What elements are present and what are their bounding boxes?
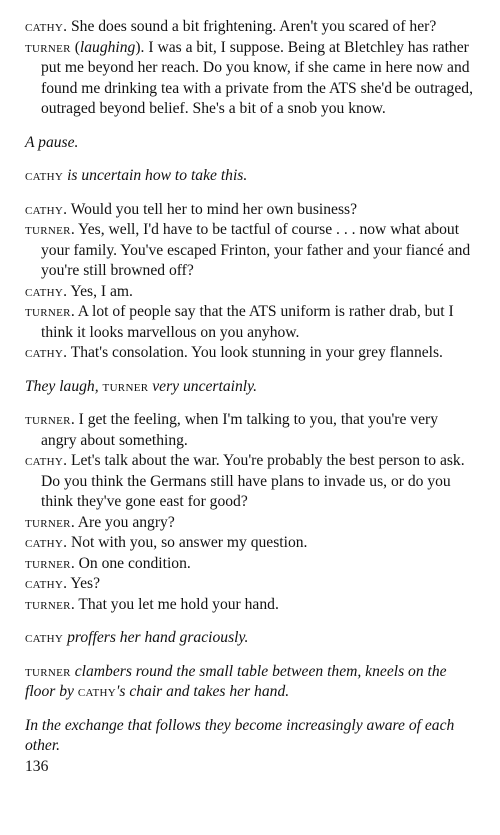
dialogue-line: cathy. Would you tell her to mind her own business?	[25, 200, 358, 218]
dialogue-text: Not with you, so answer my question.	[70, 534, 308, 551]
direction-text: clambers round the small table between them, kneels on the floor by	[25, 662, 447, 700]
speaker-name: cathy	[25, 575, 64, 592]
dialogue-line: cathy. Yes, I am.	[25, 282, 133, 300]
dialogue-text: I was a bit, I suppose. Being at Bletchley has rather put me beyond her reach. Do you know, if she came in here now and found me drinking tea with a private from the ATS she'd be outraged, outraged beyond belief. She's a bit of a snob you know.	[41, 38, 473, 117]
dialogue-line: cathy. That's consolation. You look stunning in your grey flannels.	[25, 344, 443, 361]
speaker-name: turner	[25, 595, 71, 613]
dialogue-line: turner. On one condition.	[25, 554, 191, 572]
dialogue-text: Yes, I am.	[70, 282, 133, 300]
dialogue-text: A lot of people say that the ATS uniform is rather drab, but I think it looks marvellous on you anyhow.	[41, 303, 454, 341]
speaker-name: cathy	[25, 452, 64, 469]
speaker-name: turner	[25, 662, 71, 680]
dialogue-line: turner. A lot of people say that the ATS uniform is rather drab, but I think it looks marvellous on you anyhow.	[25, 303, 454, 341]
dialogue-text: Let's talk about the war. You're probably the best person to ask. Do you think the Germans still have plans to invade us, or do you think they've gone east for good?	[41, 452, 465, 510]
direction-text: proffers her hand graciously.	[67, 629, 249, 646]
stage-direction: A pause.	[25, 133, 79, 151]
dialogue-text: I get the feeling, when I'm talking to you, that you're very angry about something.	[41, 411, 439, 449]
stage-direction	[25, 166, 477, 187]
script-page	[25, 17, 477, 777]
speaker-name: cathy	[25, 629, 64, 646]
speaker-name: cathy	[25, 200, 64, 218]
dialogue-text: Are you angry?	[77, 513, 175, 531]
dialogue-line: cathy. She does sound a bit frightening. Aren't you scared of her?	[25, 18, 437, 35]
speaker-name: turner	[102, 377, 149, 395]
speaker-name: turner	[25, 303, 71, 320]
stage-direction: In the exchange that follows they become increasingly aware of each other.	[25, 716, 455, 754]
dialogue-line: turner. I get the feeling, when I'm talking to you, that you're very angry about something.	[25, 411, 439, 449]
speaker-name: turner	[25, 221, 71, 238]
speaker-name: cathy	[25, 344, 64, 361]
dialogue-text: Yes?	[70, 575, 101, 592]
speaker-name: turner	[25, 554, 71, 572]
direction-text: They laugh,	[25, 377, 99, 395]
page-number: 136	[25, 757, 49, 775]
dialogue-text: That's consolation. You look stunning in your grey flannels.	[70, 344, 443, 361]
speaker-name: cathy	[77, 683, 117, 700]
dialogue-text: Would you tell her to mind her own business?	[70, 200, 358, 218]
parenthetical: laughing	[79, 38, 136, 56]
dialogue-text: That you let me hold your hand.	[78, 595, 279, 613]
dialogue-line: turner. That you let me hold your hand.	[25, 595, 279, 613]
dialogue-line: turner. Yes, well, I'd have to be tactful of course . . . now what about your family. You've escaped Frinton, your father and your fiancé and you're still browned off?	[25, 221, 471, 279]
dialogue-text: On one condition.	[78, 554, 191, 572]
direction-text: very uncertainly.	[152, 377, 258, 395]
speaker-name: cathy	[25, 18, 64, 35]
dialogue-text: Yes, well, I'd have to be tactful of course . . . now what about your family. You've escaped Frinton, your father and your fiancé and you're still browned off?	[41, 221, 471, 279]
dialogue-line: turner. Are you angry?	[25, 513, 175, 531]
dialogue-text: She does sound a bit frightening. Aren't you scared of her?	[70, 18, 437, 35]
direction-text: 's chair and takes her hand.	[116, 683, 290, 700]
dialogue-line: cathy. Let's talk about the war. You're probably the best person to ask. Do you think the Germans still have plans to invade us, or do you think they've gone east for good?	[25, 452, 465, 510]
dialogue-line: cathy. Not with you, so answer my question.	[25, 534, 308, 551]
speaker-name: cathy	[25, 282, 64, 300]
dialogue-line: turner (laughing). I was a bit, I suppose. Being at Bletchley has rather put me beyond her reach. Do you know, if she came in here now and found me drinking tea with a private from the ATS she'd be outraged, outraged beyond belief. She's a bit of a snob you know.	[25, 38, 473, 117]
speaker-name: turner	[25, 411, 71, 428]
speaker-name: turner	[25, 38, 71, 56]
direction-text: is uncertain how to take this.	[67, 167, 248, 184]
stage-direction	[25, 377, 477, 398]
stage-direction	[25, 662, 477, 703]
speaker-name: cathy	[25, 534, 64, 551]
stage-direction	[25, 628, 477, 649]
speaker-name: cathy	[25, 167, 64, 184]
speaker-name: turner	[25, 513, 71, 531]
dialogue-line: cathy. Yes?	[25, 575, 101, 592]
